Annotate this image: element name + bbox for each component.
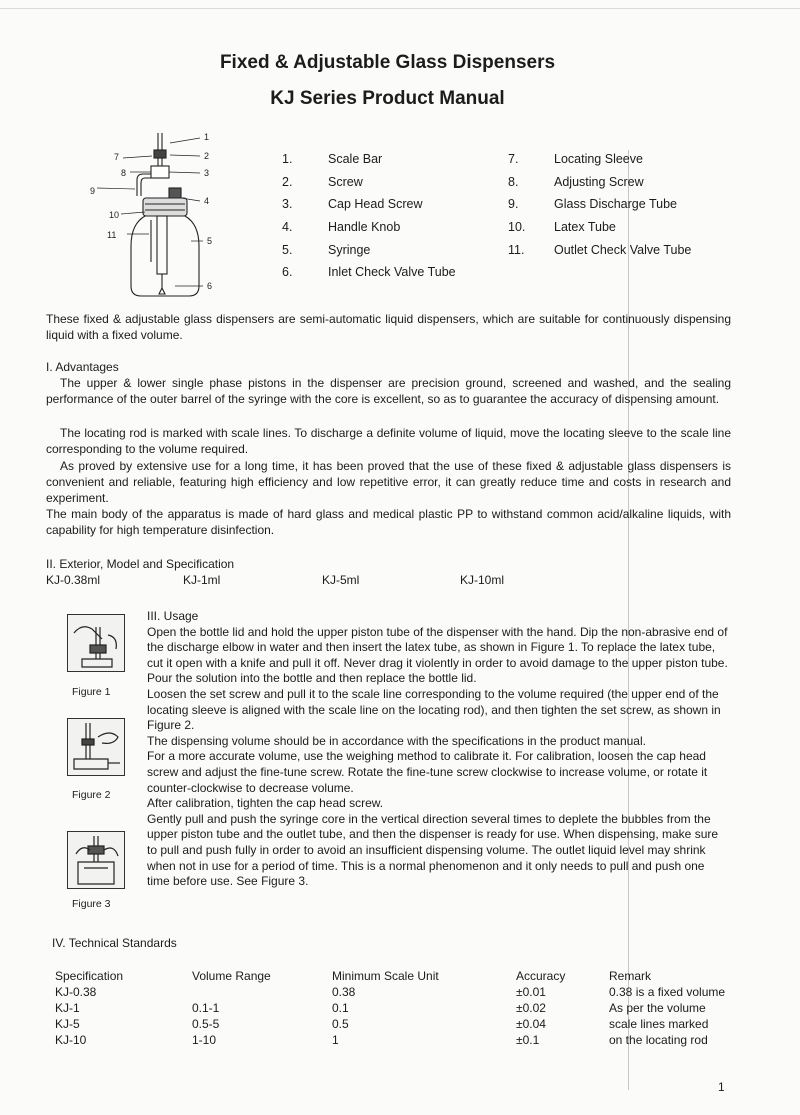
table-cell [192,984,271,1000]
table-cell: KJ-1 [55,1001,80,1015]
figure-caption: Figure 1 [72,686,111,698]
table-cell: 1-10 [192,1033,217,1047]
part-number: 9. [508,197,519,211]
usage-paragraph: Pour the solution into the bottle and then replace the bottle lid. [147,671,477,686]
table-cell: on the locating rod [609,1033,708,1047]
part-name: Inlet Check Valve Tube [328,265,456,279]
table-column-accuracy [516,968,565,1048]
section-heading: IV. Technical Standards [52,936,177,950]
advantages-paragraph: The upper & lower single phase pistons in the dispenser are precision ground, screened and washed, and the sealing performance of the outer barrel of the syringe with the core is excellent, so as to guarantee the accuracy of dispensing amount. [46,376,731,406]
table-header: Minimum Scale Unit [332,969,439,983]
table-header: Specification [55,969,124,983]
part-number: 4. [282,220,293,234]
advantages-paragraph: The main body of the apparatus is made of hard glass and medical plastic PP to withstand common acid/alkaline liquids, with capability for high temperature disinfection. [46,507,731,537]
hand-tube-illustration [68,615,124,671]
usage-paragraph: After calibration, tighten the cap head screw. [147,796,384,811]
diagram-label: 10 [109,210,120,220]
table-column-volume-range [192,968,271,1048]
part-number: 6. [282,265,293,279]
part-number: 8. [508,175,519,189]
usage-paragraph: For a more accurate volume, use the weighing method to calibrate it. For calibration, loosen the cap head screw and adjust the fine-tune screw. Rotate the fine-tune screw clockwise to increase volume, or rotate it counter-clockwise to decrease volume. [147,749,708,795]
table-cell: KJ-0.38 [55,985,97,999]
table-cell: 0.1-1 [192,1001,220,1015]
part-number: 11. [508,243,525,257]
page-number: 1 [718,1080,725,1094]
part-number: 3. [282,197,293,211]
section-heading: III. Usage [147,609,199,623]
section-heading: II. Exterior, Model and Specification [46,557,235,571]
locating-sleeve-illustration [68,719,124,775]
usage-paragraph: Open the bottle lid and hold the upper piston tube of the dispenser with the hand. Dip the non-abrasive end of the discharge elbow in water and then insert the latex tube, as shown in Figure 1. To replace the latex tube, cut it open with a knife and pull it off. Never drag it violently in order to avoid damage to the upper piston tube. [147,624,728,670]
part-name: Handle Knob [328,220,401,234]
diagram-label: 1 [204,132,210,142]
advantages-paragraph: As proved by extensive use for a long time, it has been proved that the use of these fixed & adjustable glass dispensers is convenient and reliable, featuring high efficiency and low repetitive error, it can greatly reduce time and costs in research and experiment. [46,459,731,505]
table-cell: ±0.02 [516,1001,546,1015]
intro-paragraph: These fixed & adjustable glass dispensers are semi-automatic liquid dispensers, which are suitable for continuously dispensing liquid with a fixed volume. [46,312,731,342]
table-column-min-scale-unit [332,968,439,1048]
part-number: 10. [508,220,526,234]
model-label: KJ-0.38ml [46,573,101,587]
usage-paragraph: Gently pull and push the syringe core in the vertical direction several times to deplete the bubbles from the upper piston tube and the outlet tube, and then the dispenser is ready for use. When dispensing, make sure to pull and push fully in order to avoid an insufficient dispensing volume. The outlet liquid level may shrink when not in use for a period of time. This is a normal phenomenon and it only needs to pull and push one time before use. See Figure 3. [147,811,719,889]
diagram-label: 2 [204,151,210,161]
dispenser-diagram [85,128,225,300]
table-header: Remark [609,969,652,983]
table-cell: KJ-5 [55,1017,80,1031]
diagram-label: 9 [90,186,96,196]
diagram-label: 6 [207,281,213,291]
diagram-label: 4 [204,196,210,206]
diagram-label: 5 [207,236,213,246]
diagram-label: 11 [107,230,117,240]
part-name: Cap Head Screw [328,197,423,211]
table-header: Volume Range [192,969,271,983]
part-name: Outlet Check Valve Tube [554,243,692,257]
part-number: 1. [282,152,293,166]
table-cell: scale lines marked [609,1017,709,1031]
figure-1-image [67,614,125,672]
pull-push-illustration [68,832,124,888]
table-cell: 1 [332,1033,339,1047]
table-cell: ±0.01 [516,985,546,999]
diagram-label: 7 [114,152,120,162]
diagram-label: 8 [121,168,127,178]
figure-2-image [67,718,125,776]
table-cell: ±0.1 [516,1033,540,1047]
part-name: Screw [328,175,363,189]
diagram-label: 3 [204,168,210,178]
advantages-paragraph: The locating rod is marked with scale lines. To discharge a definite volume of liquid, move the locating sleeve to the scale line corresponding to the volume required. [46,426,731,456]
usage-paragraph: The dispensing volume should be in accordance with the specifications in the product manual. [147,733,646,748]
table-cell: 0.1 [332,1001,349,1015]
table-column-specification [55,968,123,1048]
usage-section [147,609,730,890]
part-name: Scale Bar [328,152,383,166]
part-name: Glass Discharge Tube [554,197,677,211]
part-name: Locating Sleeve [554,152,643,166]
table-cell: 0.5 [332,1017,349,1031]
table-cell: As per the volume [609,1001,706,1015]
table-cell: ±0.04 [516,1017,546,1031]
model-label: KJ-10ml [460,573,505,587]
figure-caption: Figure 2 [72,789,111,801]
title-line-1: Fixed & Adjustable Glass Dispensers [219,52,556,73]
table-cell: 0.5-5 [192,1017,220,1031]
usage-paragraph: Loosen the set screw and pull it to the scale line corresponding to the volume required (the upper end of the locating sleeve is aligned with the scale line on the locating rod), and then tighten the set screw, as shown in Figure 2. [147,686,721,733]
part-name: Latex Tube [554,220,616,234]
model-label: KJ-5ml [322,573,360,587]
part-name: Syringe [328,243,371,257]
part-number: 7. [508,152,519,166]
part-number: 5. [282,243,293,257]
title-line-2: KJ Series Product Manual [270,88,505,109]
part-name: Adjusting Screw [554,175,644,189]
section-heading: I. Advantages [46,360,119,374]
table-cell: KJ-10 [55,1033,87,1047]
part-number: 2. [282,175,293,189]
table-column-remark [609,968,725,1048]
figure-caption: Figure 3 [72,898,111,910]
table-cell: 0.38 is a fixed volume [609,985,726,999]
scan-artifact [0,8,800,9]
table-header: Accuracy [516,969,566,983]
figure-3-image [67,831,125,889]
table-cell: 0.38 [332,985,356,999]
model-label: KJ-1ml [183,573,221,587]
